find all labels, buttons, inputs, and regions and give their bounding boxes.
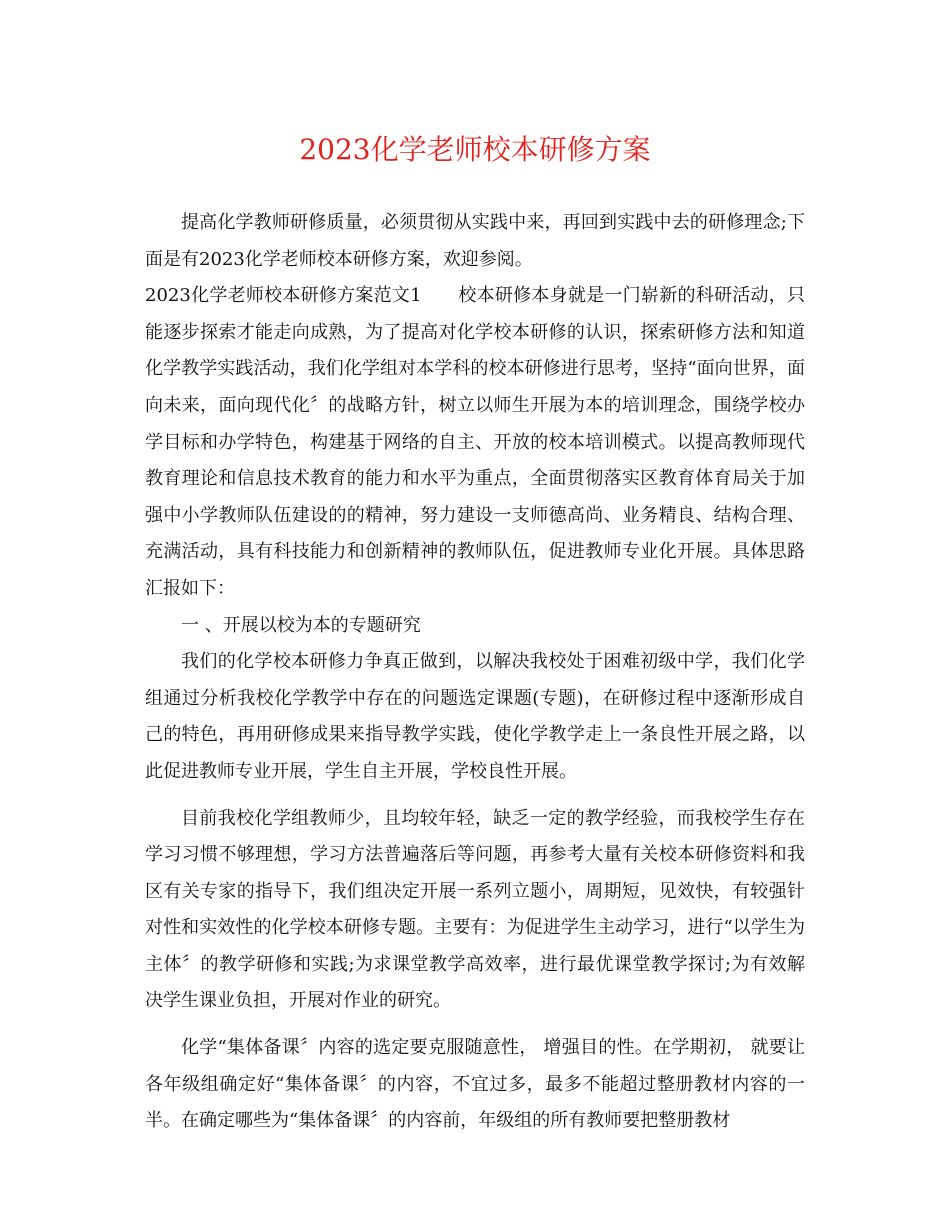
document-body — [145, 205, 805, 1140]
intro-paragraph: 提高化学教师研修质量，必须贯彻从实践中来，再回到实践中去的研修理念;下面是有2023化学老师校本研修方案，欢迎参阅。 — [145, 212, 805, 270]
section-heading: 一 、开展以校为本的专题研究 — [181, 614, 421, 636]
body-paragraph-2: 目前我校化学组教师少，且均较年轻，缺乏一定的教学经验，而我校学生存在学习习惯不够理想，学习方法普遍落后等问题，再参考大量有关校本研修资料和我区有关专家的指导下，我们组决定开展一系列立题小，周期短，见效快，有较强针对性和实效性的化学校本研修专题。主要有：为促进学生主动学习，进行“以学生为主体〞的教学研修和实践;为求课堂教学高效率，进行最优课堂教学探讨;为有效解决学生课业负担，开展对作业的研究。 — [145, 807, 805, 1012]
document-title: 2023化学老师校本研修方案 — [299, 133, 651, 166]
sample-paragraph: 2023化学老师校本研修方案范文1 校本研修本身就是一门崭新的科研活动，只能逐步探索才能走向成熟，为了提高对化学校本研修的认识，探索研修方法和知道化学教学实践活动，我们化学组对本学科的校本研修进行思考，坚持“面向世界，面向未来，面向现代化〞的战略方针，树立以师生开展为本的培训理念，围绕学校办学目标和办学特色，构建基于网络的自主、开放的校本培训模式。以提高教师现代教育理论和信息技术教育的能力和水平为重点，全面贯彻落实区教育体育局关于加强中小学教师队伍建设的的精神，努力建设一支师德高尚、业务精良、结构合理、充满活动，具有科技能力和创新精神的教师队伍，促进教师专业化开展。具体思路汇报如下： — [145, 285, 805, 599]
body-paragraph-1: 我们的化学校本研修力争真正做到，以解决我校处于困难初级中学，我们化学组通过分析我校化学教学中存在的问题选定课题(专题)，在研修过程中逐渐形成自己的特色，再用研修成果来指导教学实践，使化学教学走上一条良性开展之路，以此促进教师专业开展，学生自主开展，学校良性开展。 — [145, 651, 805, 782]
body-paragraph-3: 化学“集体备课〞内容的选定要克服随意性， 增强目的性。在学期初， 就要让各年级组确定好“集体备课〞的内容，不宜过多，最多不能超过整册教材内容的一半。在确定哪些为“集体备课〞的内容前，年级组的所有教师要把整册教材 — [145, 1037, 805, 1132]
